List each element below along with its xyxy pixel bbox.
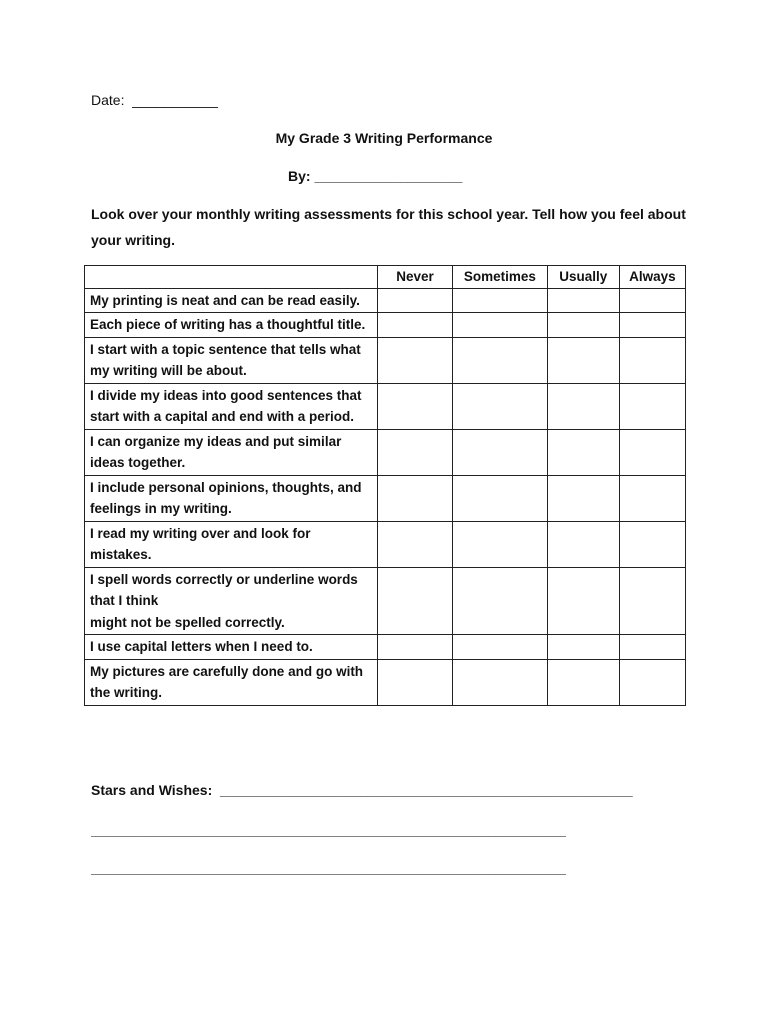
rating-cell-never[interactable] (377, 337, 452, 383)
rating-cell-usually[interactable] (547, 635, 619, 660)
writing-line-2[interactable]: _____________________________________________________________ (91, 822, 566, 838)
rating-cell-always[interactable] (619, 635, 685, 660)
statement-text: My printing is neat and can be read easily. (90, 292, 360, 308)
statement-cell (85, 337, 378, 383)
stars-blank[interactable]: _____________________________________________________ (220, 782, 633, 798)
rating-cell-usually[interactable] (547, 383, 619, 429)
date-label: Date: (91, 92, 125, 108)
stars-label: Stars and Wishes: (91, 782, 213, 798)
rating-cell-sometimes[interactable] (453, 567, 548, 635)
rating-cell-usually[interactable] (547, 429, 619, 475)
rating-cell-usually[interactable] (547, 313, 619, 338)
table-row (85, 521, 686, 567)
by-label: By: (288, 168, 311, 184)
rating-cell-never[interactable] (377, 659, 452, 705)
rating-cell-sometimes[interactable] (453, 521, 548, 567)
rating-cell-always[interactable] (619, 521, 685, 567)
header-sometimes: Sometimes (453, 266, 548, 289)
rating-cell-sometimes[interactable] (453, 313, 548, 338)
table-row (85, 313, 686, 338)
statement-cell (85, 383, 378, 429)
stars-and-wishes (91, 782, 633, 798)
writing-line-3[interactable]: _____________________________________________________________ (91, 860, 566, 876)
rating-cell-sometimes[interactable] (453, 659, 548, 705)
self-assessment-table (84, 265, 686, 706)
header-statement (85, 266, 378, 289)
rating-cell-usually[interactable] (547, 659, 619, 705)
rating-cell-never[interactable] (377, 383, 452, 429)
table-row (85, 475, 686, 521)
statement-text: I include personal opinions, thoughts, and feelings in my writing. (90, 479, 362, 516)
by-line (288, 168, 462, 184)
statement-text: I divide my ideas into good sentences that start with a capital and end with a period. (90, 387, 362, 424)
rating-cell-usually[interactable] (547, 521, 619, 567)
page-title: My Grade 3 Writing Performance (275, 130, 493, 146)
rating-cell-never[interactable] (377, 475, 452, 521)
rating-cell-always[interactable] (619, 475, 685, 521)
statement-cell (85, 635, 378, 660)
statement-cell (85, 429, 378, 475)
statement-cell (85, 475, 378, 521)
rating-cell-never[interactable] (377, 288, 452, 313)
rating-cell-always[interactable] (619, 337, 685, 383)
rating-cell-always[interactable] (619, 383, 685, 429)
header-always: Always (619, 266, 685, 289)
statement-text: My pictures are carefully done and go with the writing. (90, 663, 364, 700)
rating-cell-sometimes[interactable] (453, 635, 548, 660)
table-header-row (85, 266, 686, 289)
rating-cell-always[interactable] (619, 429, 685, 475)
statement-cell (85, 567, 378, 635)
table-row (85, 337, 686, 383)
rating-cell-always[interactable] (619, 567, 685, 635)
table-body (85, 288, 686, 705)
statement-cell (85, 521, 378, 567)
statement-cell (85, 659, 378, 705)
rating-cell-never[interactable] (377, 567, 452, 635)
date-blank[interactable]: ___________ (132, 92, 218, 108)
table-row (85, 659, 686, 705)
rating-cell-never[interactable] (377, 313, 452, 338)
statement-cell (85, 288, 378, 313)
instructions-text: Look over your monthly writing assessments for this school year. Tell how you feel about your writing. (91, 206, 686, 248)
table-row (85, 635, 686, 660)
rating-cell-usually[interactable] (547, 288, 619, 313)
table-row (85, 383, 686, 429)
statement-text: I read my writing over and look for mistakes. (90, 525, 311, 562)
rating-cell-usually[interactable] (547, 337, 619, 383)
rating-cell-never[interactable] (377, 429, 452, 475)
statement-text: I spell words correctly or underline words that I think (90, 571, 358, 608)
date-line (91, 92, 218, 108)
rating-cell-sometimes[interactable] (453, 429, 548, 475)
rating-cell-sometimes[interactable] (453, 288, 548, 313)
statement-text: might not be spelled correctly. (90, 614, 285, 630)
rating-cell-sometimes[interactable] (453, 383, 548, 429)
rating-cell-sometimes[interactable] (453, 337, 548, 383)
rating-cell-never[interactable] (377, 521, 452, 567)
rating-cell-usually[interactable] (547, 567, 619, 635)
rating-cell-never[interactable] (377, 635, 452, 660)
table-row (85, 567, 686, 635)
by-blank[interactable]: ___________________ (314, 168, 463, 184)
statement-text: I start with a topic sentence that tells what my writing will be about. (90, 341, 361, 378)
statement-text: I use capital letters when I need to. (90, 639, 313, 654)
rating-cell-always[interactable] (619, 659, 685, 705)
header-never: Never (377, 266, 452, 289)
rating-cell-usually[interactable] (547, 475, 619, 521)
statement-cell (85, 313, 378, 338)
table-row (85, 288, 686, 313)
statement-text: Each piece of writing has a thoughtful title. (90, 317, 366, 332)
header-usually: Usually (547, 266, 619, 289)
rating-cell-sometimes[interactable] (453, 475, 548, 521)
rating-cell-always[interactable] (619, 288, 685, 313)
table-row (85, 429, 686, 475)
rating-cell-always[interactable] (619, 313, 685, 338)
statement-text: I can organize my ideas and put similar ideas together. (90, 433, 342, 470)
